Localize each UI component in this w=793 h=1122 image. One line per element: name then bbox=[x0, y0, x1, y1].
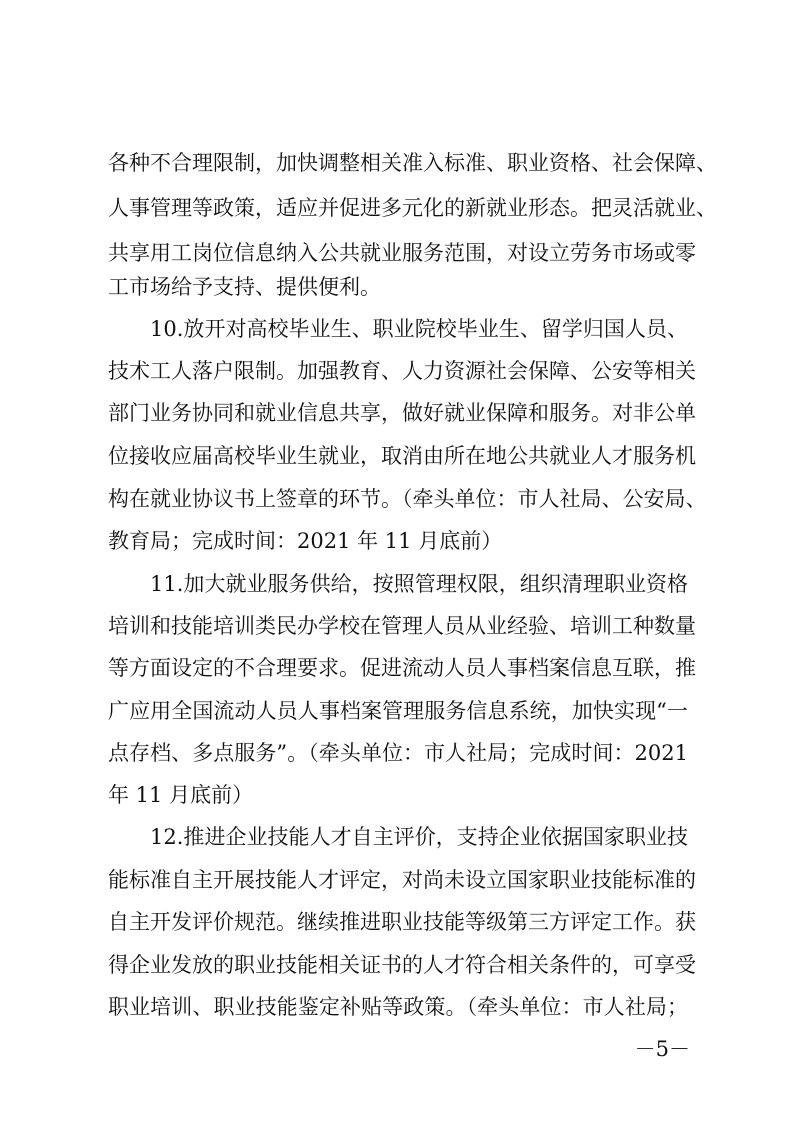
paragraph-10-line-6: 教育局；完成时间：2021 年 11 月底前） bbox=[108, 529, 503, 553]
page-number: －5－ bbox=[634, 1037, 690, 1061]
paragraph-11-line-6: 年 11 月底前） bbox=[108, 783, 254, 807]
paragraph-10-line-1: 10.放开对高校毕业生、职业院校毕业生、留学归国人员、 bbox=[150, 317, 688, 341]
paragraph-11-line-5: 点存档、多点服务”。（牵头单位：市人社局；完成时间：2021 bbox=[108, 741, 688, 765]
paragraph-12-line-4: 得企业发放的职业技能相关证书的人才符合相关条件的，可享受 bbox=[108, 953, 696, 977]
paragraph-10-line-4: 位接收应届高校毕业生就业，取消由所在地公共就业人才服务机 bbox=[108, 444, 696, 468]
paragraph-10-line-5: 构在就业协议书上签章的环节。（牵头单位：市人社局、公安局、 bbox=[108, 487, 707, 511]
paragraph-11-line-1: 11.加大就业服务供给，按照管理权限，组织清理职业资格 bbox=[150, 572, 688, 596]
paragraph-10-line-3: 部门业务协同和就业信息共享，做好就业保障和服务。对非公单 bbox=[108, 401, 696, 425]
paragraph-11-line-2: 培训和技能培训类民办学校在管理人员从业经验、培训工种数量 bbox=[108, 614, 696, 638]
paragraph-1-line-1: 各种不合理限制，加快调整相关准入标准、职业资格、社会保障、 bbox=[108, 151, 717, 175]
paragraph-11-line-4: 广应用全国流动人员人事档案管理服务信息系统，加快实现“一 bbox=[108, 699, 688, 723]
paragraph-1-line-4: 工市场给予支持、提供便利。 bbox=[108, 275, 381, 299]
paragraph-1-line-3: 共享用工岗位信息纳入公共就业服务范围，对设立劳务市场或零 bbox=[108, 241, 696, 265]
paragraph-1-line-2: 人事管理等政策，适应并促进多元化的新就业形态。把灵活就业、 bbox=[108, 196, 717, 220]
paragraph-12-line-5: 职业培训、职业技能鉴定补贴等政策。（牵头单位：市人社局； bbox=[108, 995, 688, 1019]
paragraph-12-line-2: 能标准自主开展技能人才评定，对尚未设立国家职业技能标准的 bbox=[108, 868, 696, 892]
paragraph-12-line-1: 12.推进企业技能人才自主评价，支持企业依据国家职业技 bbox=[150, 825, 688, 849]
paragraph-12-line-3: 自主开发评价规范。继续推进职业技能等级第三方评定工作。获 bbox=[108, 910, 696, 934]
paragraph-10-line-2: 技术工人落户限制。加强教育、人力资源社会保障、公安等相关 bbox=[108, 359, 696, 383]
paragraph-11-line-3: 等方面设定的不合理要求。促进流动人员人事档案信息互联，推 bbox=[108, 656, 696, 680]
